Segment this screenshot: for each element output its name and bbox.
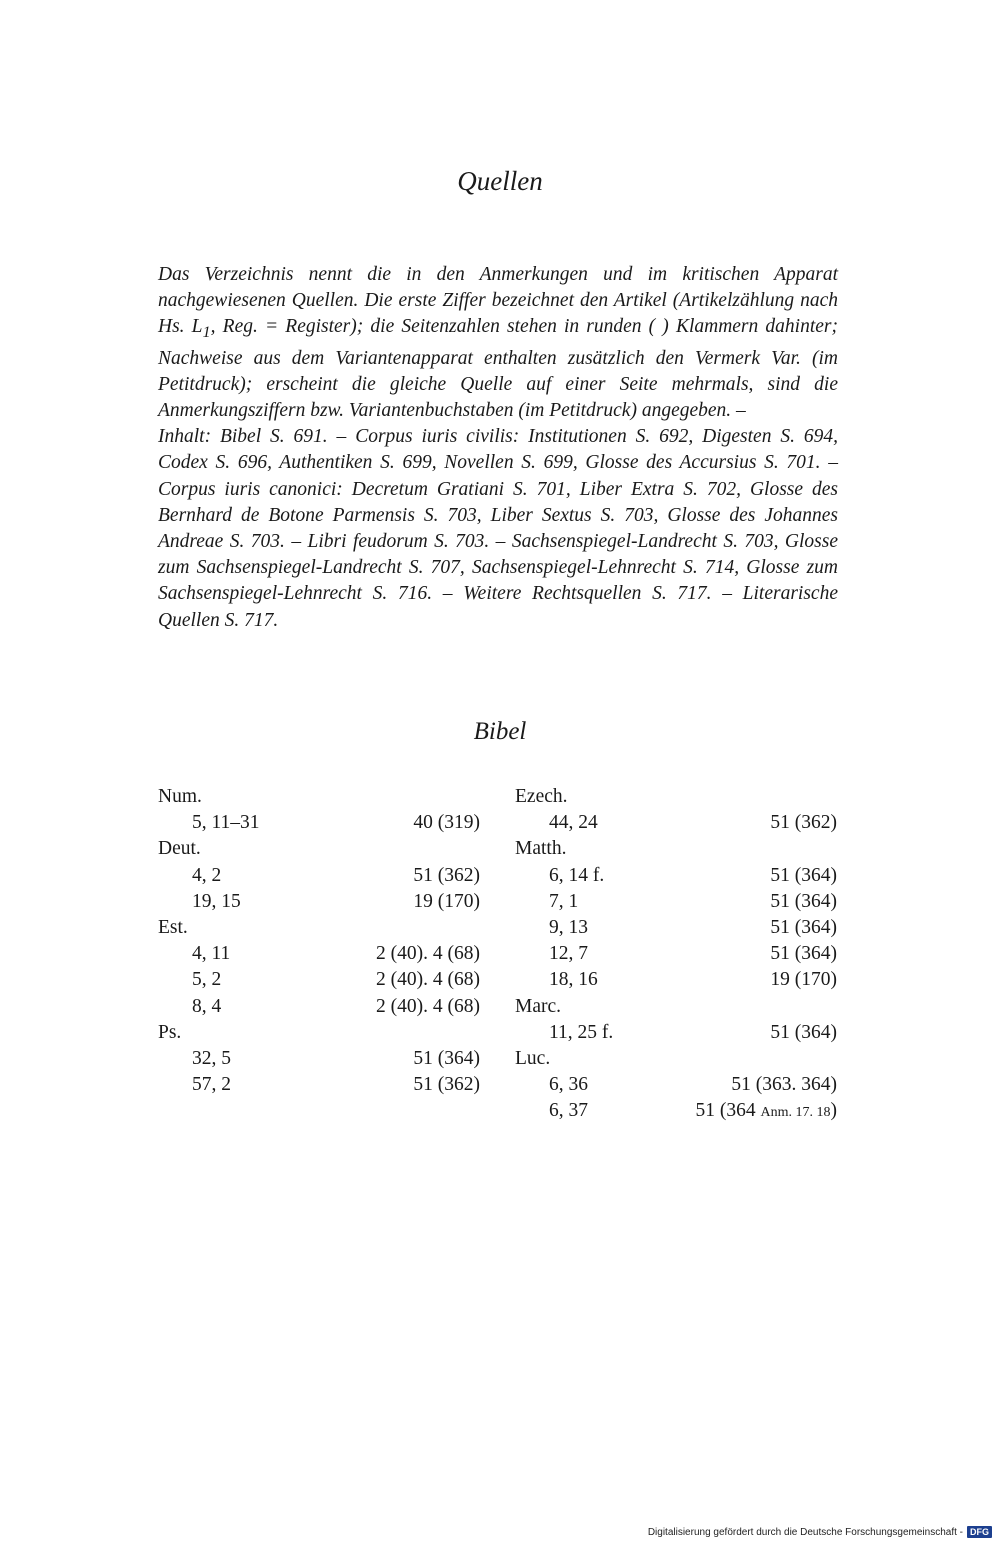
page-title: Quellen <box>457 166 543 196</box>
verse-reference: 18, 16 <box>549 969 598 991</box>
ref-close: ) <box>830 1100 837 1122</box>
book-heading-row <box>158 1020 480 1046</box>
book-heading-row <box>158 915 480 941</box>
article-page-reference <box>376 941 480 967</box>
article-page-reference <box>770 1020 837 1046</box>
index-entry-row <box>158 994 480 1020</box>
book-name: Matth. <box>515 838 567 860</box>
ref-main: 2 (40). 4 (68) <box>376 943 480 965</box>
verse-reference: 6, 36 <box>549 1074 588 1096</box>
ref-main: 51 (364) <box>770 943 837 965</box>
index-entry-row <box>515 1072 837 1098</box>
ref-main: 51 (364) <box>770 916 837 938</box>
ref-main: 51 (363. 364) <box>731 1074 837 1096</box>
verse-reference: 4, 2 <box>192 864 222 886</box>
verse-reference: 11, 25 f. <box>549 1021 614 1043</box>
index-entry-row <box>158 810 480 836</box>
verse-reference: 6, 37 <box>549 1100 588 1122</box>
index-entry-row <box>515 889 837 915</box>
book-heading-row <box>158 784 480 810</box>
article-page-reference <box>770 863 837 889</box>
ref-main: 51 (364) <box>770 1021 837 1043</box>
index-entry-row <box>158 941 480 967</box>
book-heading-row <box>515 836 837 862</box>
section-title: Bibel <box>473 718 527 745</box>
index-entry-row <box>515 810 837 836</box>
ref-main: 51 (364) <box>770 890 837 912</box>
ref-main: 51 (364) <box>770 864 837 886</box>
intro-p1-rest: , Reg. = Register); die Seitenzahlen stehen in runden ( ) Klammern dahinter; Nachweise aus dem Variantenapparat enthalten zusätzlich den Vermerk Var. (im Petitdruck); erscheint die gleiche Quelle auf einer Seite mehrmals, sind die Anmerkungsziffern bzw. Variantenbuchstaben (im Petitdruck) angegeben. – <box>158 316 838 421</box>
article-page-reference <box>696 1098 838 1126</box>
bible-index-right-column <box>515 784 837 1124</box>
book-heading-row <box>515 994 837 1020</box>
footer-text: Digitalisierung gefördert durch die Deutsche Forschungsgemeinschaft - <box>647 1526 963 1538</box>
article-page-reference <box>413 1072 480 1098</box>
book-name: Deut. <box>158 838 201 860</box>
intro-paragraph-explanation <box>158 262 838 424</box>
ref-main: 51 (362) <box>770 812 837 834</box>
verse-reference: 5, 11–31 <box>192 812 260 834</box>
index-entry-row <box>158 1072 480 1098</box>
book-name: Est. <box>158 916 188 938</box>
index-entry-row <box>158 889 480 915</box>
ref-annotation: Anm. 17. 18 <box>760 1105 831 1121</box>
index-entry-row <box>515 915 837 941</box>
verse-reference: 8, 4 <box>192 995 222 1017</box>
article-page-reference <box>413 1046 480 1072</box>
verse-reference: 19, 15 <box>192 890 241 912</box>
verse-reference: 6, 14 f. <box>549 864 605 886</box>
ref-main: 51 (364) <box>413 1047 480 1069</box>
book-heading-row <box>515 784 837 810</box>
article-page-reference <box>731 1072 837 1098</box>
article-page-reference <box>413 863 480 889</box>
book-name: Ps. <box>158 1021 182 1043</box>
article-page-reference <box>770 941 837 967</box>
index-entry-row <box>158 1046 480 1072</box>
article-page-reference <box>413 889 480 915</box>
verse-reference: 44, 24 <box>549 812 598 834</box>
book-heading-row <box>158 836 480 862</box>
article-page-reference <box>770 967 837 993</box>
article-page-reference <box>376 967 480 993</box>
verse-reference: 57, 2 <box>192 1074 231 1096</box>
index-entry-row <box>515 941 837 967</box>
index-entry-row <box>515 1098 837 1124</box>
book-name: Marc. <box>515 995 562 1017</box>
index-entry-row <box>515 967 837 993</box>
article-page-reference <box>770 810 837 836</box>
article-page-reference <box>770 889 837 915</box>
ref-main: 2 (40). 4 (68) <box>376 995 480 1017</box>
bible-index-left-column <box>158 784 480 1098</box>
index-entry-row <box>515 1020 837 1046</box>
intro-p1: Das Verzeichnis nennt die in den Anmerkungen und im kritischen Apparat nachgewiesenen Quellen. Die erste Ziffer bezeichnet den Artikel (Artikelzählung nach Hs. L <box>158 264 838 338</box>
article-page-reference <box>376 994 480 1020</box>
book-name: Luc. <box>515 1047 551 1069</box>
ref-main: 2 (40). 4 (68) <box>376 969 480 991</box>
book-heading-row <box>515 1046 837 1072</box>
ref-main: 19 (170) <box>770 969 837 991</box>
index-entry-row <box>158 863 480 889</box>
verse-reference: 7, 1 <box>549 890 579 912</box>
verse-reference: 12, 7 <box>549 943 588 965</box>
article-page-reference <box>413 810 480 836</box>
book-name: Ezech. <box>515 786 568 807</box>
article-page-reference <box>770 915 837 941</box>
ref-main: 51 (362) <box>413 864 480 886</box>
book-name: Num. <box>158 786 202 807</box>
verse-reference: 9, 13 <box>549 916 588 938</box>
index-entry-row <box>158 967 480 993</box>
ref-main: 19 (170) <box>413 890 480 912</box>
ref-main: 51 (362) <box>413 1074 480 1096</box>
ref-main: 51 (364 <box>695 1100 756 1122</box>
intro-p1-subscript: 1 <box>202 323 211 342</box>
verse-reference: 32, 5 <box>192 1047 231 1069</box>
verse-reference: 4, 11 <box>192 943 231 965</box>
dfg-logo: DFG <box>967 1526 992 1538</box>
verse-reference: 5, 2 <box>192 969 222 991</box>
ref-main: 40 (319) <box>413 812 480 834</box>
footer-credit <box>648 1526 992 1538</box>
intro-text <box>158 262 838 634</box>
index-entry-row <box>515 863 837 889</box>
intro-paragraph-contents: Inhalt: Bibel S. 691. – Corpus iuris civilis: Institutionen S. 692, Digesten S. 694, Codex S. 696, Authentiken S. 699, Novellen S. 699, Glosse des Accursius S. 701. – Corpus iuris canonici: Decretum Gratiani S. 701, Liber Extra S. 702, Glosse des Bernhard de Botone Parmensis S. 703, Liber Sextus S. 703, Glosse des Johannes Andreae S. 703. – Libri feudorum S. 703. – Sachsenspiegel-Landrecht S. 703, Glosse zum Sachsenspiegel-Landrecht S. 707, Sachsenspiegel-Lehnrecht S. 714, Glosse zum Sachsenspiegel-Lehnrecht S. 716. – Weitere Rechtsquellen S. 717. – Literarische Quellen S. 717. <box>158 426 838 631</box>
